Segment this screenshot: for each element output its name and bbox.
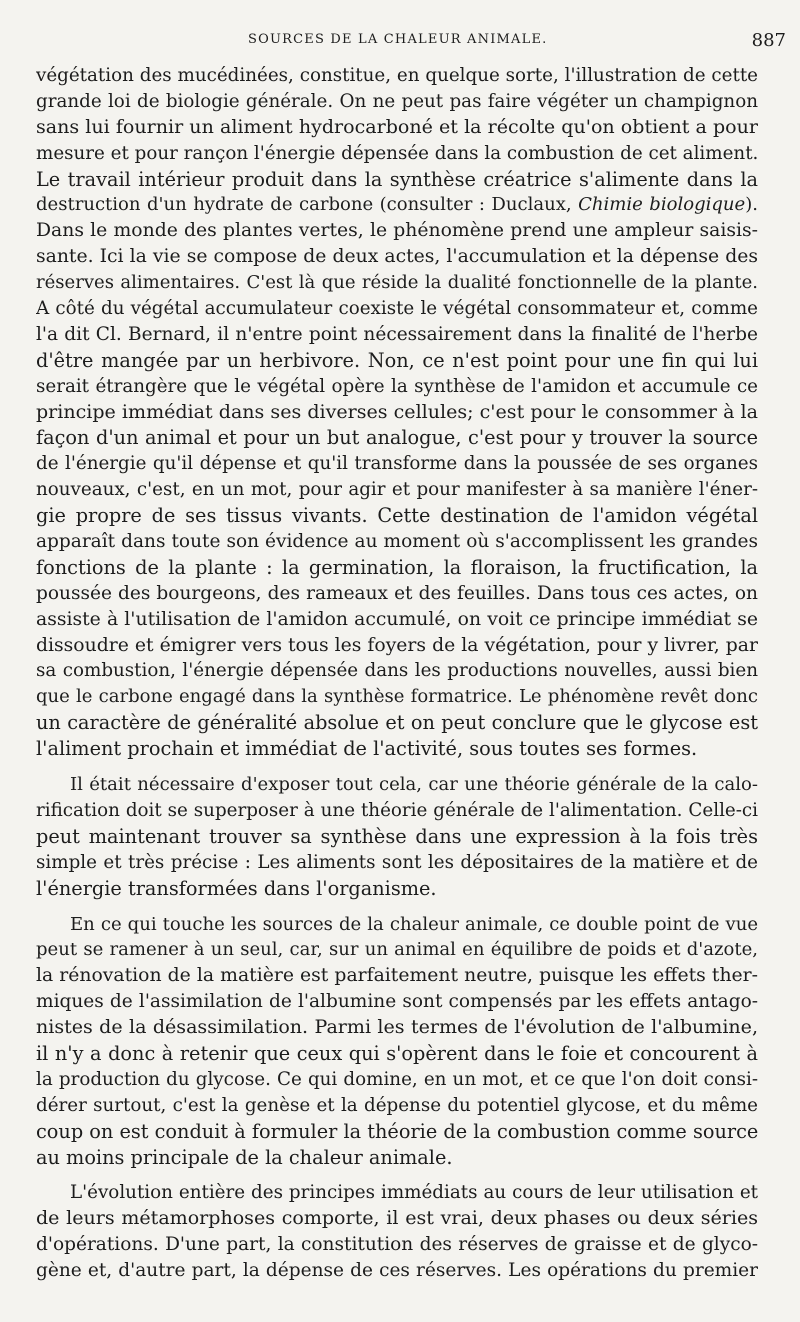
text-line: nistes de la désassimilation. Parmi les termes de l'évolution de l'albumine, (36, 1016, 758, 1039)
text-line: de l'énergie qu'il dépense et qu'il transforme dans la poussée de ses organes (36, 453, 758, 475)
text-line: sa combustion, l'énergie dépensée dans les productions nouvelles, aussi bien (36, 660, 758, 682)
text-line: serait étrangère que le végétal opère la synthèse de l'amidon et accumule ce (36, 375, 758, 397)
text-line: d'opérations. D'une part, la constitution des réserves de graisse et de glyco- (36, 1234, 758, 1256)
text-line: peut se ramener à un seul, car, sur un animal en équilibre de poids et d'azote, (36, 939, 758, 961)
page-header (0, 30, 800, 54)
text-line: au moins principale de la chaleur animale. (36, 1145, 453, 1169)
citation-close: ). (745, 194, 758, 216)
text-line: miques de l'assimilation de l'albumine sont compensés par les effets antago- (36, 991, 758, 1013)
running-title: SOURCES DE LA CHALEUR ANIMALE. (248, 32, 548, 47)
text-line: En ce qui touche les sources de la chaleur animale, ce double point de vue (70, 913, 758, 935)
text-line: apparaît dans toute son évidence au moment où s'accomplissent les grandes (36, 531, 758, 553)
text-line: que le carbone engagé dans la synthèse formatrice. Le phénomène revêt donc (36, 686, 758, 708)
text-line: l'aliment prochain et immédiat de l'activité, sous toutes ses formes. (36, 737, 698, 761)
text-line: l'a dit Cl. Bernard, il n'entre point nécessairement dans la finalité de l'herbe (36, 323, 758, 345)
text-line: mesure et pour rançon l'énergie dépensée dans la combustion de cet aliment. (36, 142, 758, 164)
citation-lead: destruction d'un hydrate de carbone (consulter : Duclaux, (36, 194, 572, 216)
text-line: principe immédiat dans ses diverses cellules; c'est pour le consommer à la (36, 400, 758, 423)
text-line: façon d'un animal et pour un but analogue, c'est pour y trouver la source (36, 426, 758, 450)
paragraph-3 (36, 912, 758, 1171)
text-line: peut maintenant trouver sa synthèse dans une expression à la fois très (36, 824, 758, 848)
text-line: Dans le monde des plantes vertes, le phénomène prend une ampleur saisis- (36, 220, 758, 242)
text-line: Le travail intérieur produit dans la synthèse créatrice s'alimente dans la (36, 167, 758, 191)
text-line: végétation des mucédinées, constitue, en quelque sorte, l'illustration de cette (36, 65, 758, 86)
text-line: de leurs métamorphoses comporte, il est vrai, deux phases ou deux séries (36, 1207, 758, 1230)
text-line: un caractère de généralité absolue et on peut conclure que le glycose est (36, 711, 758, 735)
text-line: assiste à l'utilisation de l'amidon accumulé, on voit ce principe immédiat se (36, 608, 758, 630)
text-line: grande loi de biologie générale. On ne peut pas faire végéter un champignon (36, 90, 758, 112)
text-line: gène et, d'autre part, la dépense de ces réserves. Les opérations du premier (36, 1260, 758, 1282)
text-line: poussée des bourgeons, des rameaux et des feuilles. Dans tous ces actes, on (36, 582, 758, 604)
body-text (36, 63, 758, 1284)
citation-title: Chimie biologique (578, 194, 746, 216)
text-line: nouveaux, c'est, en un mot, pour agir et pour manifester à sa manière l'éner- (36, 479, 758, 501)
text-line: dissoudre et émigrer vers tous les foyers de la végétation, pour y livrer, par (36, 634, 758, 656)
text-line: dérer surtout, c'est la genèse et la dépense du potentiel glycose, et du même (36, 1094, 758, 1116)
text-line: fonctions de la plante : la germination, la floraison, la fructification, la (36, 555, 758, 579)
text-line: L'évolution entière des principes immédiats au cours de leur utilisation et (70, 1182, 758, 1204)
text-line: réserves alimentaires. C'est là que réside la dualité fonctionnelle de la plante. (36, 272, 758, 294)
text-line: la rénovation de la matière est parfaitement neutre, puisque les effets ther- (36, 965, 758, 987)
paragraph-1 (36, 63, 758, 762)
text-line: simple et très précise : Les aliments sont les dépositaires de la matière et de (36, 851, 758, 873)
text-line: l'énergie transformées dans l'organisme. (36, 876, 437, 900)
paragraph-2 (36, 772, 758, 901)
text-line: coup on est conduit à formuler la théorie de la combustion comme source (36, 1119, 758, 1143)
text-line: Il était nécessaire d'exposer tout cela, car une théorie générale de la calo- (70, 774, 758, 796)
text-line: la production du glycose. Ce qui domine, en un mot, et ce que l'on doit consi- (36, 1068, 758, 1090)
text-line-with-citation (36, 192, 758, 218)
page-number: 887 (751, 30, 786, 51)
text-line: il n'y a donc à retenir que ceux qui s'opèrent dans le foie et concourent à (36, 1041, 758, 1065)
text-line: d'être mangée par un herbivore. Non, ce n'est point pour une fin qui lui (36, 348, 758, 372)
text-line: sans lui fournir un aliment hydrocarboné et la récolte qu'on obtient a pour (36, 115, 758, 138)
paragraph-4 (36, 1180, 758, 1284)
text-line: sante. Ici la vie se compose de deux actes, l'accumulation et la dépense des (36, 246, 758, 268)
text-line: rification doit se superposer à une théorie générale de l'alimentation. Celle-ci (36, 799, 758, 821)
text-line: A côté du végétal accumulateur coexiste le végétal consommateur et, comme (36, 298, 758, 320)
text-line: gie propre de ses tissus vivants. Cette destination de l'amidon végétal (36, 504, 758, 528)
